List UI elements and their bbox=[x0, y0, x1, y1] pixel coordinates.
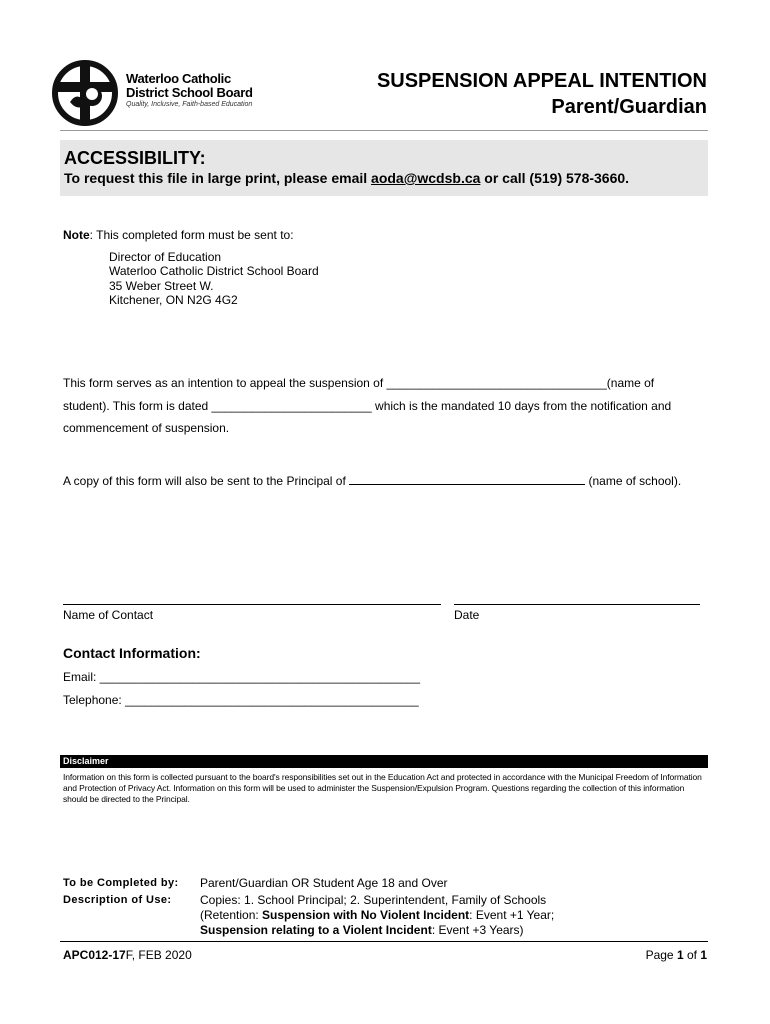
completed-by-label: To be Completed by: bbox=[63, 877, 179, 889]
accessibility-email-link[interactable]: aoda@wcdsb.ca bbox=[371, 170, 481, 186]
use-line-3 bbox=[200, 923, 524, 938]
use-line-3c: : Event +3 Years) bbox=[431, 923, 524, 937]
use-line-3b: Suspension relating to a Violent Incident bbox=[200, 923, 432, 937]
appeal-text-1a: This form serves as an intention to appeal the suspension of bbox=[63, 376, 387, 390]
appeal-line-3: commencement of suspension. bbox=[63, 421, 230, 435]
email-field[interactable]: ________________________________________________ bbox=[99, 670, 421, 684]
appeal-text-2b: which is the mandated 10 days from the notification and bbox=[371, 399, 672, 413]
disclaimer-bar bbox=[60, 755, 708, 768]
logo-line-1: Waterloo Catholic bbox=[126, 71, 231, 86]
appeal-line-1 bbox=[63, 376, 654, 391]
accessibility-text bbox=[64, 170, 629, 186]
accessibility-text-before: To request this file in large print, please email bbox=[64, 170, 372, 186]
contact-signature-line[interactable] bbox=[63, 604, 441, 605]
logo-tagline: Quality, Inclusive, Faith-based Education bbox=[126, 101, 253, 108]
email-line bbox=[63, 670, 420, 685]
date-blank[interactable]: ________________________ bbox=[211, 399, 372, 413]
form-title: SUSPENSION APPEAL INTENTION bbox=[376, 70, 707, 92]
appeal-line-2 bbox=[63, 399, 671, 414]
copy-text-after: (name of school). bbox=[585, 474, 682, 488]
page-of: of bbox=[683, 948, 701, 962]
disclaimer-heading: Disclaimer bbox=[63, 756, 109, 766]
note-text: : This completed form must be sent to: bbox=[89, 228, 294, 242]
address-line-2: Waterloo Catholic District School Board bbox=[109, 264, 319, 278]
description-of-use-label: Description of Use: bbox=[63, 894, 172, 906]
address-line-3: 35 Weber Street W. bbox=[109, 279, 214, 293]
disclaimer-text: Information on this form is collected pursuant to the board's responsibilities set out in the Education Act and protected in accordance with the Municipal Freedom of Information and Protection of Privacy Act. Information on this form will be used to administer the Suspension/Expulsion Program. Questions regarding the collection of this information should be directed to the Principal. bbox=[63, 772, 702, 804]
email-label: Email: bbox=[63, 670, 100, 684]
header-divider bbox=[60, 130, 708, 131]
form-code bbox=[63, 948, 192, 962]
footer-divider bbox=[60, 941, 708, 942]
date-signature-line[interactable] bbox=[454, 604, 700, 605]
cross-emblem-icon bbox=[52, 60, 118, 126]
address-line-1: Director of Education bbox=[109, 250, 222, 264]
telephone-field[interactable]: ____________________________________________ bbox=[125, 693, 419, 707]
form-subtitle: Parent/Guardian bbox=[551, 96, 707, 118]
copy-line bbox=[63, 473, 681, 489]
page-current: 1 bbox=[676, 948, 684, 962]
appeal-text-2a: student). This form is dated bbox=[63, 399, 212, 413]
use-line-1: Copies: 1. School Principal; 2. Superintendent, Family of Schools bbox=[200, 893, 547, 907]
accessibility-heading: ACCESSIBILITY: bbox=[64, 148, 206, 168]
page-total: 1 bbox=[700, 948, 707, 962]
form-code-date: F, FEB 2020 bbox=[125, 948, 192, 962]
logo-line-2: District School Board bbox=[126, 85, 253, 100]
student-name-blank[interactable]: _________________________________ bbox=[386, 376, 607, 390]
form-code-bold: APC012-17 bbox=[63, 948, 126, 962]
page-prefix: Page bbox=[645, 948, 677, 962]
copy-text-before: A copy of this form will also be sent to the Principal of bbox=[63, 474, 350, 488]
note-line bbox=[63, 228, 294, 243]
use-line-2a: (Retention: bbox=[200, 908, 263, 922]
contact-name-label: Name of Contact bbox=[63, 608, 154, 622]
use-line-2 bbox=[200, 908, 554, 923]
date-label: Date bbox=[454, 608, 480, 622]
use-line-2c: : Event +1 Year; bbox=[469, 908, 555, 922]
appeal-text-1b: (name of bbox=[606, 376, 655, 390]
telephone-line bbox=[63, 693, 419, 708]
school-name-blank[interactable] bbox=[349, 473, 585, 485]
accessibility-text-after: or call (519) 578-3660. bbox=[480, 170, 630, 186]
completed-by-value: Parent/Guardian OR Student Age 18 and Over bbox=[200, 876, 448, 890]
address-line-4: Kitchener, ON N2G 4G2 bbox=[109, 293, 238, 307]
note-label: Note bbox=[63, 228, 90, 242]
page-number bbox=[646, 948, 707, 962]
telephone-label: Telephone: bbox=[63, 693, 126, 707]
use-line-2b: Suspension with No Violent Incident bbox=[262, 908, 470, 922]
contact-heading: Contact Information: bbox=[63, 645, 201, 661]
